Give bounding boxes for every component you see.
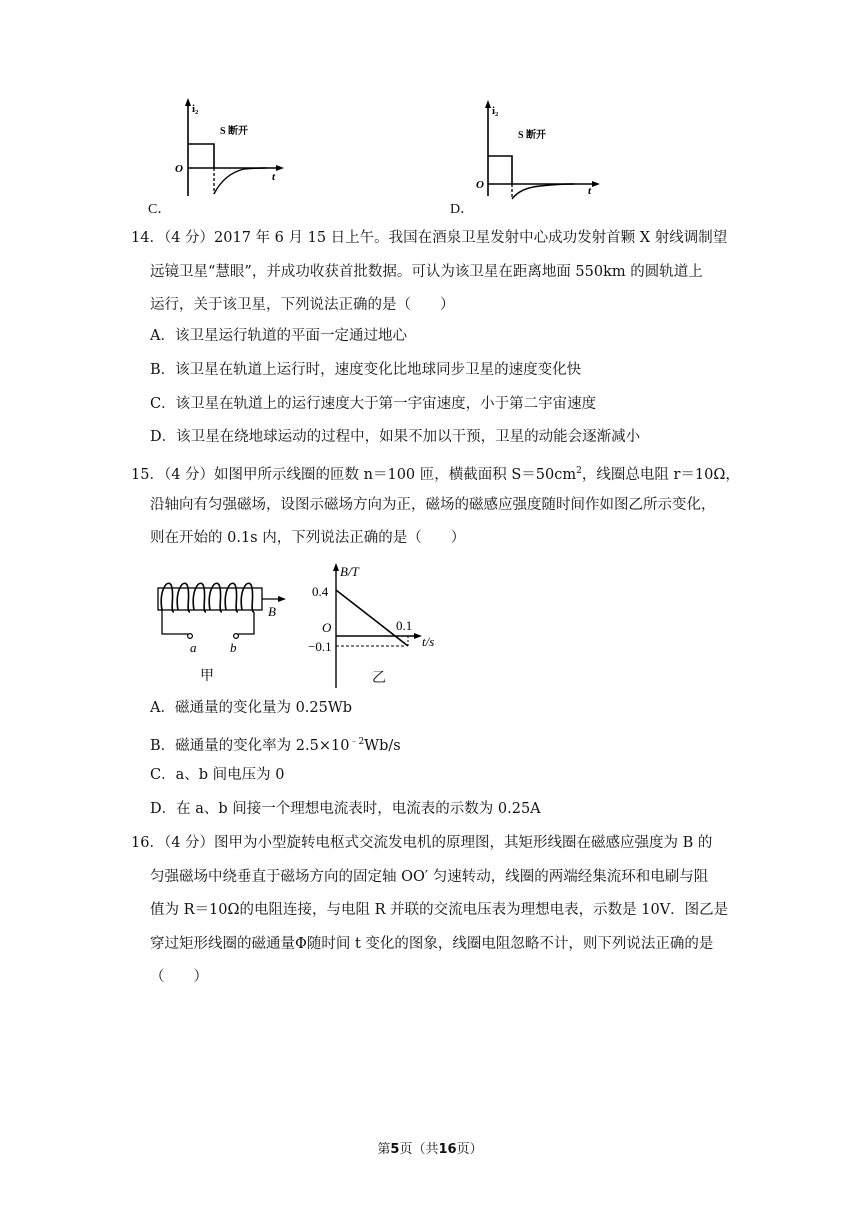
figure-yi-graph: [306, 560, 466, 690]
q14-option-b: B．该卫星在轨道上运行时，速度变化比地球同步卫星的速度变化快: [150, 362, 582, 378]
graph-yi-ytick-bottom: −0.1: [308, 639, 332, 654]
q13-option-c: [148, 96, 288, 216]
q14-stem-line-2: 远镜卫星“慧眼”，并成功收获首批数据。可认为该卫星在距离地面 550km 的圆轨道上: [150, 264, 703, 280]
q14-stem-line-3: 运行，关于该卫星，下列说法正确的是（ ）: [150, 297, 455, 313]
footer-page-number: 5: [390, 1142, 400, 1157]
q15-stem-line-2: 沿轴向有匀强磁场，设图示磁场方向为正，磁场的磁感应强度随时间作如图乙所示变化，: [150, 497, 716, 513]
graph-yi-ylabel: B/T: [340, 564, 359, 579]
q16-stem-line-1: 16．（4 分）图甲为小型旋转电枢式交流发电机的原理图，其矩形线圈在磁感应强度为 B 的: [131, 835, 713, 851]
q15-option-b-unit: Wb/s: [364, 737, 401, 754]
q15-option-a: A．磁通量的变化量为 0.25Wb: [150, 700, 353, 716]
q16-stem-line-2: 匀强磁场中绕垂直于磁场方向的固定轴 OO′ 匀速转动，线圈的两端经集流环和电刷与阻: [150, 869, 709, 885]
q14-stem-line-1: 14．（4 分）2017 年 6 月 15 日上午。我国在酒泉卫星发射中心成功发射首颗 X 射线调制望: [131, 230, 728, 246]
graph-c-annotation: S 断开: [220, 126, 249, 137]
q15-option-c: C．a、b 间电压为 0: [150, 767, 285, 783]
footer-total-pages: 16: [438, 1142, 457, 1157]
graph-c-origin: O: [175, 163, 183, 175]
graph-d-xlabel: t: [588, 185, 592, 197]
q16-stem-line-5: （ ）: [150, 969, 208, 985]
terminal-a: a: [190, 640, 197, 655]
option-d-label: D．: [450, 202, 475, 217]
solenoid-field-label: B: [268, 604, 276, 619]
graph-c-xlabel: t: [272, 171, 276, 183]
q15-option-b-exponent: ﹣2: [349, 737, 365, 747]
graph-yi-xlabel: t/s: [422, 634, 435, 649]
page-footer: [0, 1138, 860, 1157]
q16-stem-line-4: 穿过矩形线圈的磁通量Φ随时间 t 变化的图象，线圈电阻忽略不计，则下列说法正确的是: [150, 936, 714, 952]
q16-stem-line-3: 值为 R＝10Ω的电阻连接，与电阻 R 并联的交流电压表为理想电表，示数是 10V．图乙是: [150, 902, 729, 918]
graph-c: [168, 96, 288, 206]
q15-stem-line-1-tail: ，线圈总电阻 r＝10Ω，: [581, 466, 740, 483]
figure-jia-solenoid: [148, 568, 288, 688]
graph-d-annotation: S 断开: [518, 130, 547, 141]
q15-stem-line-1: [131, 461, 740, 485]
q13-option-d: [450, 96, 600, 216]
graph-d-ylabel: i₂: [492, 105, 499, 117]
q15-option-b: [150, 732, 401, 756]
figure-yi-caption: 乙: [372, 670, 386, 686]
terminal-b: b: [230, 640, 237, 655]
q14-option-c: C．该卫星在轨道上的运行速度大于第一宇宙速度，小于第二宇宙速度: [150, 396, 597, 412]
q15-stem-line-1-text: 15．（4 分）如图甲所示线圈的匝数 n＝100 匝，横截面积 S＝50cm: [131, 466, 577, 483]
graph-yi-xtick: 0.1: [396, 618, 413, 633]
footer-mid: 页（共: [399, 1142, 439, 1157]
q14-option-d: D．该卫星在绕地球运动的过程中，如果不加以干预，卫星的动能会逐渐减小: [150, 429, 641, 445]
q15-option-b-text: B．磁通量的变化率为 2.5×10: [150, 737, 350, 754]
figure-jia-caption: 甲: [200, 669, 214, 684]
q14-option-a: A．该卫星运行轨道的平面一定通过地心: [150, 328, 407, 344]
q15-option-d: D．在 a、b 间接一个理想电流表时，电流表的示数为 0.25A: [150, 801, 541, 817]
q15-stem-line-3: 则在开始的 0.1s 内，下列说法正确的是（ ）: [150, 530, 466, 546]
graph-d: [474, 96, 604, 206]
option-c-label: C．: [148, 202, 172, 217]
graph-yi-origin: O: [322, 620, 332, 635]
q15-area-exponent: 2: [576, 466, 582, 476]
graph-d-origin: O: [476, 179, 484, 191]
footer-pre: 第: [377, 1142, 391, 1157]
graph-c-ylabel: i₂: [192, 103, 199, 115]
graph-yi-ytick-top: 0.4: [312, 584, 329, 599]
footer-post: 页）: [456, 1142, 483, 1157]
